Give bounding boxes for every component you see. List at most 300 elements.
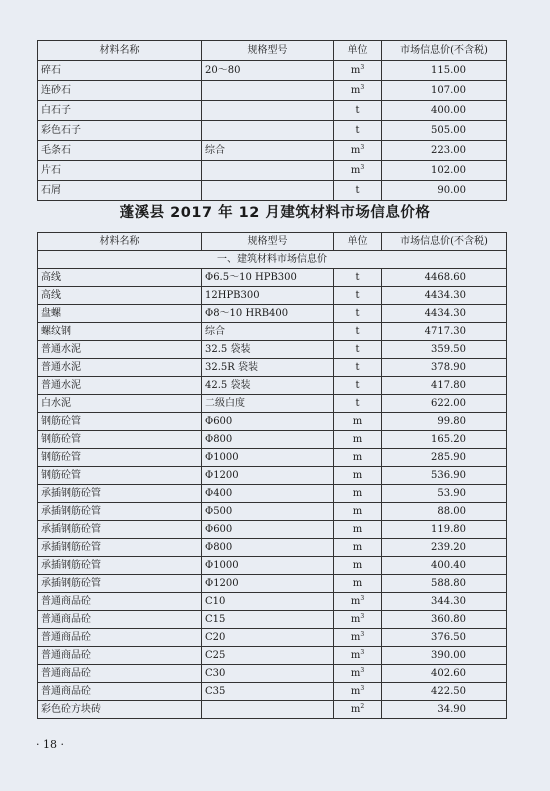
spec-cell xyxy=(202,521,334,539)
spec-cell xyxy=(202,467,334,485)
price-cell-text: 119.80 xyxy=(431,523,466,535)
spec-cell xyxy=(202,377,334,395)
material-name-cell xyxy=(38,503,202,521)
price-cell-text: 34.90 xyxy=(437,703,466,715)
material-name-cell-text: 盘螺 xyxy=(41,307,61,319)
price-cell xyxy=(382,503,507,521)
unit-cell-text: m xyxy=(350,613,361,625)
unit-cell xyxy=(334,121,382,141)
material-name-cell-text: 普通商品砼 xyxy=(41,631,91,643)
material-name-cell-text: 钢筋砼管 xyxy=(41,415,81,427)
unit-cell xyxy=(334,377,382,395)
table-header-row xyxy=(38,233,507,251)
spec-cell-text: Φ400 xyxy=(205,487,233,499)
unit-cell xyxy=(334,557,382,575)
unit-cell xyxy=(334,521,382,539)
table-row xyxy=(38,61,507,81)
price-cell-text: 536.90 xyxy=(431,469,466,481)
table-row xyxy=(38,701,507,719)
spec-cell xyxy=(202,161,334,181)
material-name-cell xyxy=(38,395,202,413)
price-cell xyxy=(382,305,507,323)
price-cell-text: 4717.30 xyxy=(424,325,466,337)
price-cell xyxy=(382,557,507,575)
table-row xyxy=(38,593,507,611)
unit-cell-text: m xyxy=(350,667,361,679)
spec-cell xyxy=(202,121,334,141)
table-row xyxy=(38,341,507,359)
unit-cell xyxy=(334,269,382,287)
material-name-cell xyxy=(38,431,202,449)
unit-exponent: 3 xyxy=(360,612,365,620)
material-name-cell xyxy=(38,121,202,141)
spec-cell xyxy=(202,81,334,101)
price-cell xyxy=(382,449,507,467)
material-name-cell-text: 承插钢筋砼管 xyxy=(41,541,101,553)
material-name-cell-text: 石屑 xyxy=(41,184,61,196)
spec-cell-text: Φ1000 xyxy=(205,451,239,463)
material-name-cell xyxy=(38,647,202,665)
material-name-cell xyxy=(38,269,202,287)
unit-cell xyxy=(334,701,382,719)
table-row xyxy=(38,141,507,161)
material-name-cell xyxy=(38,81,202,101)
header-price: 市场信息价(不含税) xyxy=(382,41,507,61)
spec-cell-text: Φ800 xyxy=(205,433,233,445)
table-row xyxy=(38,629,507,647)
spec-cell xyxy=(202,647,334,665)
unit-cell xyxy=(334,413,382,431)
header-material-name: 材料名称 xyxy=(38,233,202,251)
price-cell xyxy=(382,575,507,593)
price-cell-text: 223.00 xyxy=(431,144,466,156)
price-cell-text: 102.00 xyxy=(431,164,466,176)
material-name-cell xyxy=(38,593,202,611)
unit-cell xyxy=(334,431,382,449)
price-cell-text: 4434.30 xyxy=(424,307,466,319)
unit-cell-text: m xyxy=(352,415,363,427)
table-row xyxy=(38,395,507,413)
material-name-cell-text: 高线 xyxy=(41,289,61,301)
unit-cell-text: t xyxy=(355,325,360,337)
price-table-main xyxy=(37,232,507,719)
unit-cell-text: m xyxy=(352,487,363,499)
material-name-cell-text: 彩色砼方块砖 xyxy=(41,703,101,715)
spec-cell xyxy=(202,269,334,287)
table-row xyxy=(38,647,507,665)
material-name-cell xyxy=(38,377,202,395)
spec-cell-text: Φ500 xyxy=(205,505,233,517)
material-name-cell-text: 承插钢筋砼管 xyxy=(41,559,101,571)
price-cell xyxy=(382,701,507,719)
material-name-cell-text: 钢筋砼管 xyxy=(41,451,81,463)
unit-cell xyxy=(334,81,382,101)
price-cell xyxy=(382,181,507,201)
price-cell xyxy=(382,61,507,81)
table-row xyxy=(38,467,507,485)
material-name-cell-text: 白石子 xyxy=(41,104,71,116)
material-name-cell xyxy=(38,557,202,575)
unit-cell-text: m xyxy=(350,595,361,607)
table-row xyxy=(38,161,507,181)
price-cell xyxy=(382,269,507,287)
price-cell xyxy=(382,683,507,701)
spec-cell xyxy=(202,61,334,81)
price-cell-text: 88.00 xyxy=(437,505,466,517)
unit-cell xyxy=(334,665,382,683)
spec-cell-text: Φ600 xyxy=(205,523,233,535)
spec-cell xyxy=(202,449,334,467)
spec-cell xyxy=(202,341,334,359)
table-row xyxy=(38,665,507,683)
table-row xyxy=(38,449,507,467)
material-name-cell xyxy=(38,467,202,485)
material-name-cell-text: 钢筋砼管 xyxy=(41,433,81,445)
unit-cell-text: m xyxy=(352,433,363,445)
material-name-cell-text: 连砂石 xyxy=(41,84,71,96)
price-cell xyxy=(382,629,507,647)
material-name-cell-text: 普通商品砼 xyxy=(41,685,91,697)
unit-exponent: 3 xyxy=(360,630,365,638)
material-name-cell-text: 高线 xyxy=(41,271,61,283)
price-cell-text: 402.60 xyxy=(431,667,466,679)
price-cell-text: 588.80 xyxy=(431,577,466,589)
spec-cell-text: 综合 xyxy=(205,144,225,156)
table-row xyxy=(38,323,507,341)
spec-cell-text: Φ800 xyxy=(205,541,233,553)
spec-cell xyxy=(202,413,334,431)
unit-cell xyxy=(334,575,382,593)
unit-cell-text: m xyxy=(352,541,363,553)
section-row xyxy=(38,251,507,269)
spec-cell-text: C10 xyxy=(205,595,226,607)
material-name-cell xyxy=(38,683,202,701)
material-name-cell xyxy=(38,161,202,181)
material-name-cell xyxy=(38,181,202,201)
spec-cell xyxy=(202,485,334,503)
spec-cell-text: Φ1000 xyxy=(205,559,239,571)
unit-cell-text: m xyxy=(350,164,361,176)
table-row xyxy=(38,539,507,557)
unit-exponent: 3 xyxy=(360,163,365,171)
spec-cell-text: Φ6.5～10 HPB300 xyxy=(205,271,297,283)
unit-cell-text: m xyxy=(350,703,361,715)
unit-cell-text: t xyxy=(355,379,360,391)
header-material-name: 材料名称 xyxy=(38,41,202,61)
price-cell xyxy=(382,395,507,413)
material-name-cell-text: 普通水泥 xyxy=(41,361,81,373)
unit-cell-text: m xyxy=(350,631,361,643)
material-name-cell xyxy=(38,359,202,377)
price-cell-text: 376.50 xyxy=(431,631,466,643)
unit-cell xyxy=(334,503,382,521)
header-unit: 单位 xyxy=(334,233,382,251)
price-table-continued xyxy=(37,40,507,201)
spec-cell xyxy=(202,503,334,521)
unit-cell xyxy=(334,485,382,503)
spec-cell xyxy=(202,141,334,161)
table-row xyxy=(38,181,507,201)
unit-cell xyxy=(334,161,382,181)
price-cell-text: 505.00 xyxy=(431,124,466,136)
unit-exponent: 3 xyxy=(360,83,365,91)
unit-cell xyxy=(334,305,382,323)
spec-cell-text: C20 xyxy=(205,631,226,643)
price-cell-text: 422.50 xyxy=(431,685,466,697)
price-cell-text: 344.30 xyxy=(431,595,466,607)
material-name-cell xyxy=(38,413,202,431)
price-cell xyxy=(382,611,507,629)
spec-cell xyxy=(202,611,334,629)
spec-cell-text: 二级白度 xyxy=(205,397,245,409)
price-cell-text: 115.00 xyxy=(431,64,466,76)
unit-exponent: 3 xyxy=(360,143,365,151)
spec-cell-text: 12HPB300 xyxy=(205,289,260,301)
price-cell-text: 285.90 xyxy=(431,451,466,463)
material-name-cell-text: 普通商品砼 xyxy=(41,613,91,625)
table-row xyxy=(38,305,507,323)
material-name-cell-text: 承插钢筋砼管 xyxy=(41,505,101,517)
unit-cell xyxy=(334,683,382,701)
header-spec: 规格型号 xyxy=(202,41,334,61)
unit-cell xyxy=(334,141,382,161)
spec-cell xyxy=(202,665,334,683)
section-label: 一、建筑材料市场信息价 xyxy=(38,251,507,269)
spec-cell-text: 综合 xyxy=(205,325,225,337)
material-name-cell xyxy=(38,141,202,161)
price-cell-text: 4468.60 xyxy=(424,271,466,283)
price-cell xyxy=(382,647,507,665)
table-row xyxy=(38,575,507,593)
price-cell xyxy=(382,141,507,161)
unit-cell xyxy=(334,539,382,557)
unit-cell-text: m xyxy=(352,451,363,463)
table-row xyxy=(38,413,507,431)
material-name-cell-text: 普通商品砼 xyxy=(41,649,91,661)
table-row xyxy=(38,611,507,629)
spec-cell-text: C35 xyxy=(205,685,226,697)
material-name-cell-text: 承插钢筋砼管 xyxy=(41,487,101,499)
material-name-cell xyxy=(38,575,202,593)
unit-cell-text: m xyxy=(350,685,361,697)
price-cell-text: 165.20 xyxy=(431,433,466,445)
material-name-cell xyxy=(38,101,202,121)
spec-cell xyxy=(202,701,334,719)
unit-cell-text: m xyxy=(350,144,361,156)
material-name-cell-text: 片石 xyxy=(41,164,61,176)
unit-cell-text: m xyxy=(350,64,361,76)
price-cell xyxy=(382,81,507,101)
table-row xyxy=(38,101,507,121)
spec-cell xyxy=(202,575,334,593)
spec-cell-text: 20～80 xyxy=(205,64,241,76)
material-name-cell xyxy=(38,611,202,629)
price-cell-text: 360.80 xyxy=(431,613,466,625)
unit-cell-text: t xyxy=(355,271,360,283)
spec-cell xyxy=(202,287,334,305)
unit-cell xyxy=(334,593,382,611)
unit-cell-text: m xyxy=(350,649,361,661)
spec-cell xyxy=(202,101,334,121)
price-cell xyxy=(382,521,507,539)
price-cell xyxy=(382,121,507,141)
material-name-cell xyxy=(38,61,202,81)
material-name-cell-text: 普通水泥 xyxy=(41,343,81,355)
table-header-row xyxy=(38,41,507,61)
spec-cell xyxy=(202,557,334,575)
material-name-cell-text: 普通商品砼 xyxy=(41,595,91,607)
spec-cell-text: Φ1200 xyxy=(205,469,239,481)
material-name-cell xyxy=(38,305,202,323)
price-cell xyxy=(382,323,507,341)
unit-cell-text: t xyxy=(355,397,360,409)
spec-cell-text: C30 xyxy=(205,667,226,679)
price-cell xyxy=(382,467,507,485)
price-cell-text: 390.00 xyxy=(431,649,466,661)
unit-cell xyxy=(334,467,382,485)
unit-cell-text: m xyxy=(352,577,363,589)
unit-cell xyxy=(334,611,382,629)
material-name-cell xyxy=(38,341,202,359)
table-row xyxy=(38,557,507,575)
price-cell-text: 400.40 xyxy=(431,559,466,571)
unit-cell-text: m xyxy=(352,559,363,571)
spec-cell xyxy=(202,323,334,341)
material-name-cell-text: 碎石 xyxy=(41,64,61,76)
unit-cell-text: t xyxy=(355,184,360,196)
price-cell xyxy=(382,413,507,431)
unit-cell-text: t xyxy=(355,289,360,301)
price-cell xyxy=(382,287,507,305)
material-name-cell xyxy=(38,629,202,647)
table1-body xyxy=(38,61,507,201)
material-name-cell-text: 白水泥 xyxy=(41,397,71,409)
table-row xyxy=(38,269,507,287)
spec-cell xyxy=(202,305,334,323)
unit-exponent: 3 xyxy=(360,648,365,656)
spec-cell-text: Φ1200 xyxy=(205,577,239,589)
table-row xyxy=(38,359,507,377)
price-cell xyxy=(382,485,507,503)
spec-cell-text: Φ8～10 HRB400 xyxy=(205,307,289,319)
spec-cell xyxy=(202,629,334,647)
spec-cell xyxy=(202,181,334,201)
unit-cell xyxy=(334,449,382,467)
spec-cell xyxy=(202,539,334,557)
spec-cell-text: 32.5 袋装 xyxy=(205,343,251,355)
unit-cell xyxy=(334,647,382,665)
price-cell-text: 417.80 xyxy=(431,379,466,391)
price-cell-text: 90.00 xyxy=(437,184,466,196)
material-name-cell xyxy=(38,701,202,719)
header-unit: 单位 xyxy=(334,41,382,61)
table-row xyxy=(38,485,507,503)
material-name-cell xyxy=(38,449,202,467)
unit-exponent: 3 xyxy=(360,684,365,692)
price-cell-text: 400.00 xyxy=(431,104,466,116)
unit-exponent: 3 xyxy=(360,594,365,602)
header-spec: 规格型号 xyxy=(202,233,334,251)
table-row xyxy=(38,121,507,141)
price-cell-text: 239.20 xyxy=(431,541,466,553)
unit-cell xyxy=(334,287,382,305)
unit-cell-text: m xyxy=(352,469,363,481)
spec-cell xyxy=(202,395,334,413)
unit-cell xyxy=(334,395,382,413)
spec-cell xyxy=(202,431,334,449)
material-name-cell-text: 钢筋砼管 xyxy=(41,469,81,481)
unit-cell xyxy=(334,101,382,121)
unit-exponent: 2 xyxy=(360,702,365,710)
price-cell xyxy=(382,161,507,181)
price-cell xyxy=(382,593,507,611)
material-name-cell xyxy=(38,521,202,539)
spec-cell-text: C25 xyxy=(205,649,226,661)
price-cell-text: 107.00 xyxy=(431,84,466,96)
spec-cell-text: 42.5 袋装 xyxy=(205,379,251,391)
table-row xyxy=(38,377,507,395)
material-name-cell xyxy=(38,665,202,683)
price-cell-text: 99.80 xyxy=(437,415,466,427)
price-cell xyxy=(382,539,507,557)
price-cell xyxy=(382,377,507,395)
material-name-cell-text: 普通水泥 xyxy=(41,379,81,391)
unit-cell xyxy=(334,359,382,377)
price-cell xyxy=(382,665,507,683)
unit-cell xyxy=(334,181,382,201)
spec-cell xyxy=(202,683,334,701)
unit-exponent: 3 xyxy=(360,666,365,674)
table-row xyxy=(38,503,507,521)
table-row xyxy=(38,521,507,539)
unit-cell-text: t xyxy=(355,343,360,355)
unit-cell xyxy=(334,629,382,647)
material-name-cell-text: 螺纹钢 xyxy=(41,325,71,337)
price-cell xyxy=(382,431,507,449)
price-cell-text: 359.50 xyxy=(431,343,466,355)
table-row xyxy=(38,431,507,449)
price-cell xyxy=(382,341,507,359)
unit-cell xyxy=(334,61,382,81)
price-cell-text: 378.90 xyxy=(431,361,466,373)
material-name-cell xyxy=(38,287,202,305)
spec-cell-text: C15 xyxy=(205,613,226,625)
unit-cell-text: t xyxy=(355,124,360,136)
material-name-cell-text: 承插钢筋砼管 xyxy=(41,523,101,535)
spec-cell xyxy=(202,359,334,377)
price-cell xyxy=(382,101,507,121)
material-name-cell-text: 普通商品砼 xyxy=(41,667,91,679)
price-cell-text: 622.00 xyxy=(431,397,466,409)
spec-cell xyxy=(202,593,334,611)
unit-cell-text: m xyxy=(350,84,361,96)
material-name-cell xyxy=(38,539,202,557)
spec-cell-text: 32.5R 袋装 xyxy=(205,361,258,373)
table-row xyxy=(38,81,507,101)
unit-cell-text: m xyxy=(352,505,363,517)
unit-cell xyxy=(334,341,382,359)
material-name-cell-text: 彩色石子 xyxy=(41,124,81,136)
price-cell-text: 53.90 xyxy=(437,487,466,499)
table2-body xyxy=(38,269,507,719)
unit-cell-text: t xyxy=(355,307,360,319)
spec-cell-text: Φ600 xyxy=(205,415,233,427)
unit-cell-text: m xyxy=(352,523,363,535)
material-name-cell-text: 承插钢筋砼管 xyxy=(41,577,101,589)
unit-exponent: 3 xyxy=(360,63,365,71)
material-name-cell xyxy=(38,485,202,503)
price-cell-text: 4434.30 xyxy=(424,289,466,301)
